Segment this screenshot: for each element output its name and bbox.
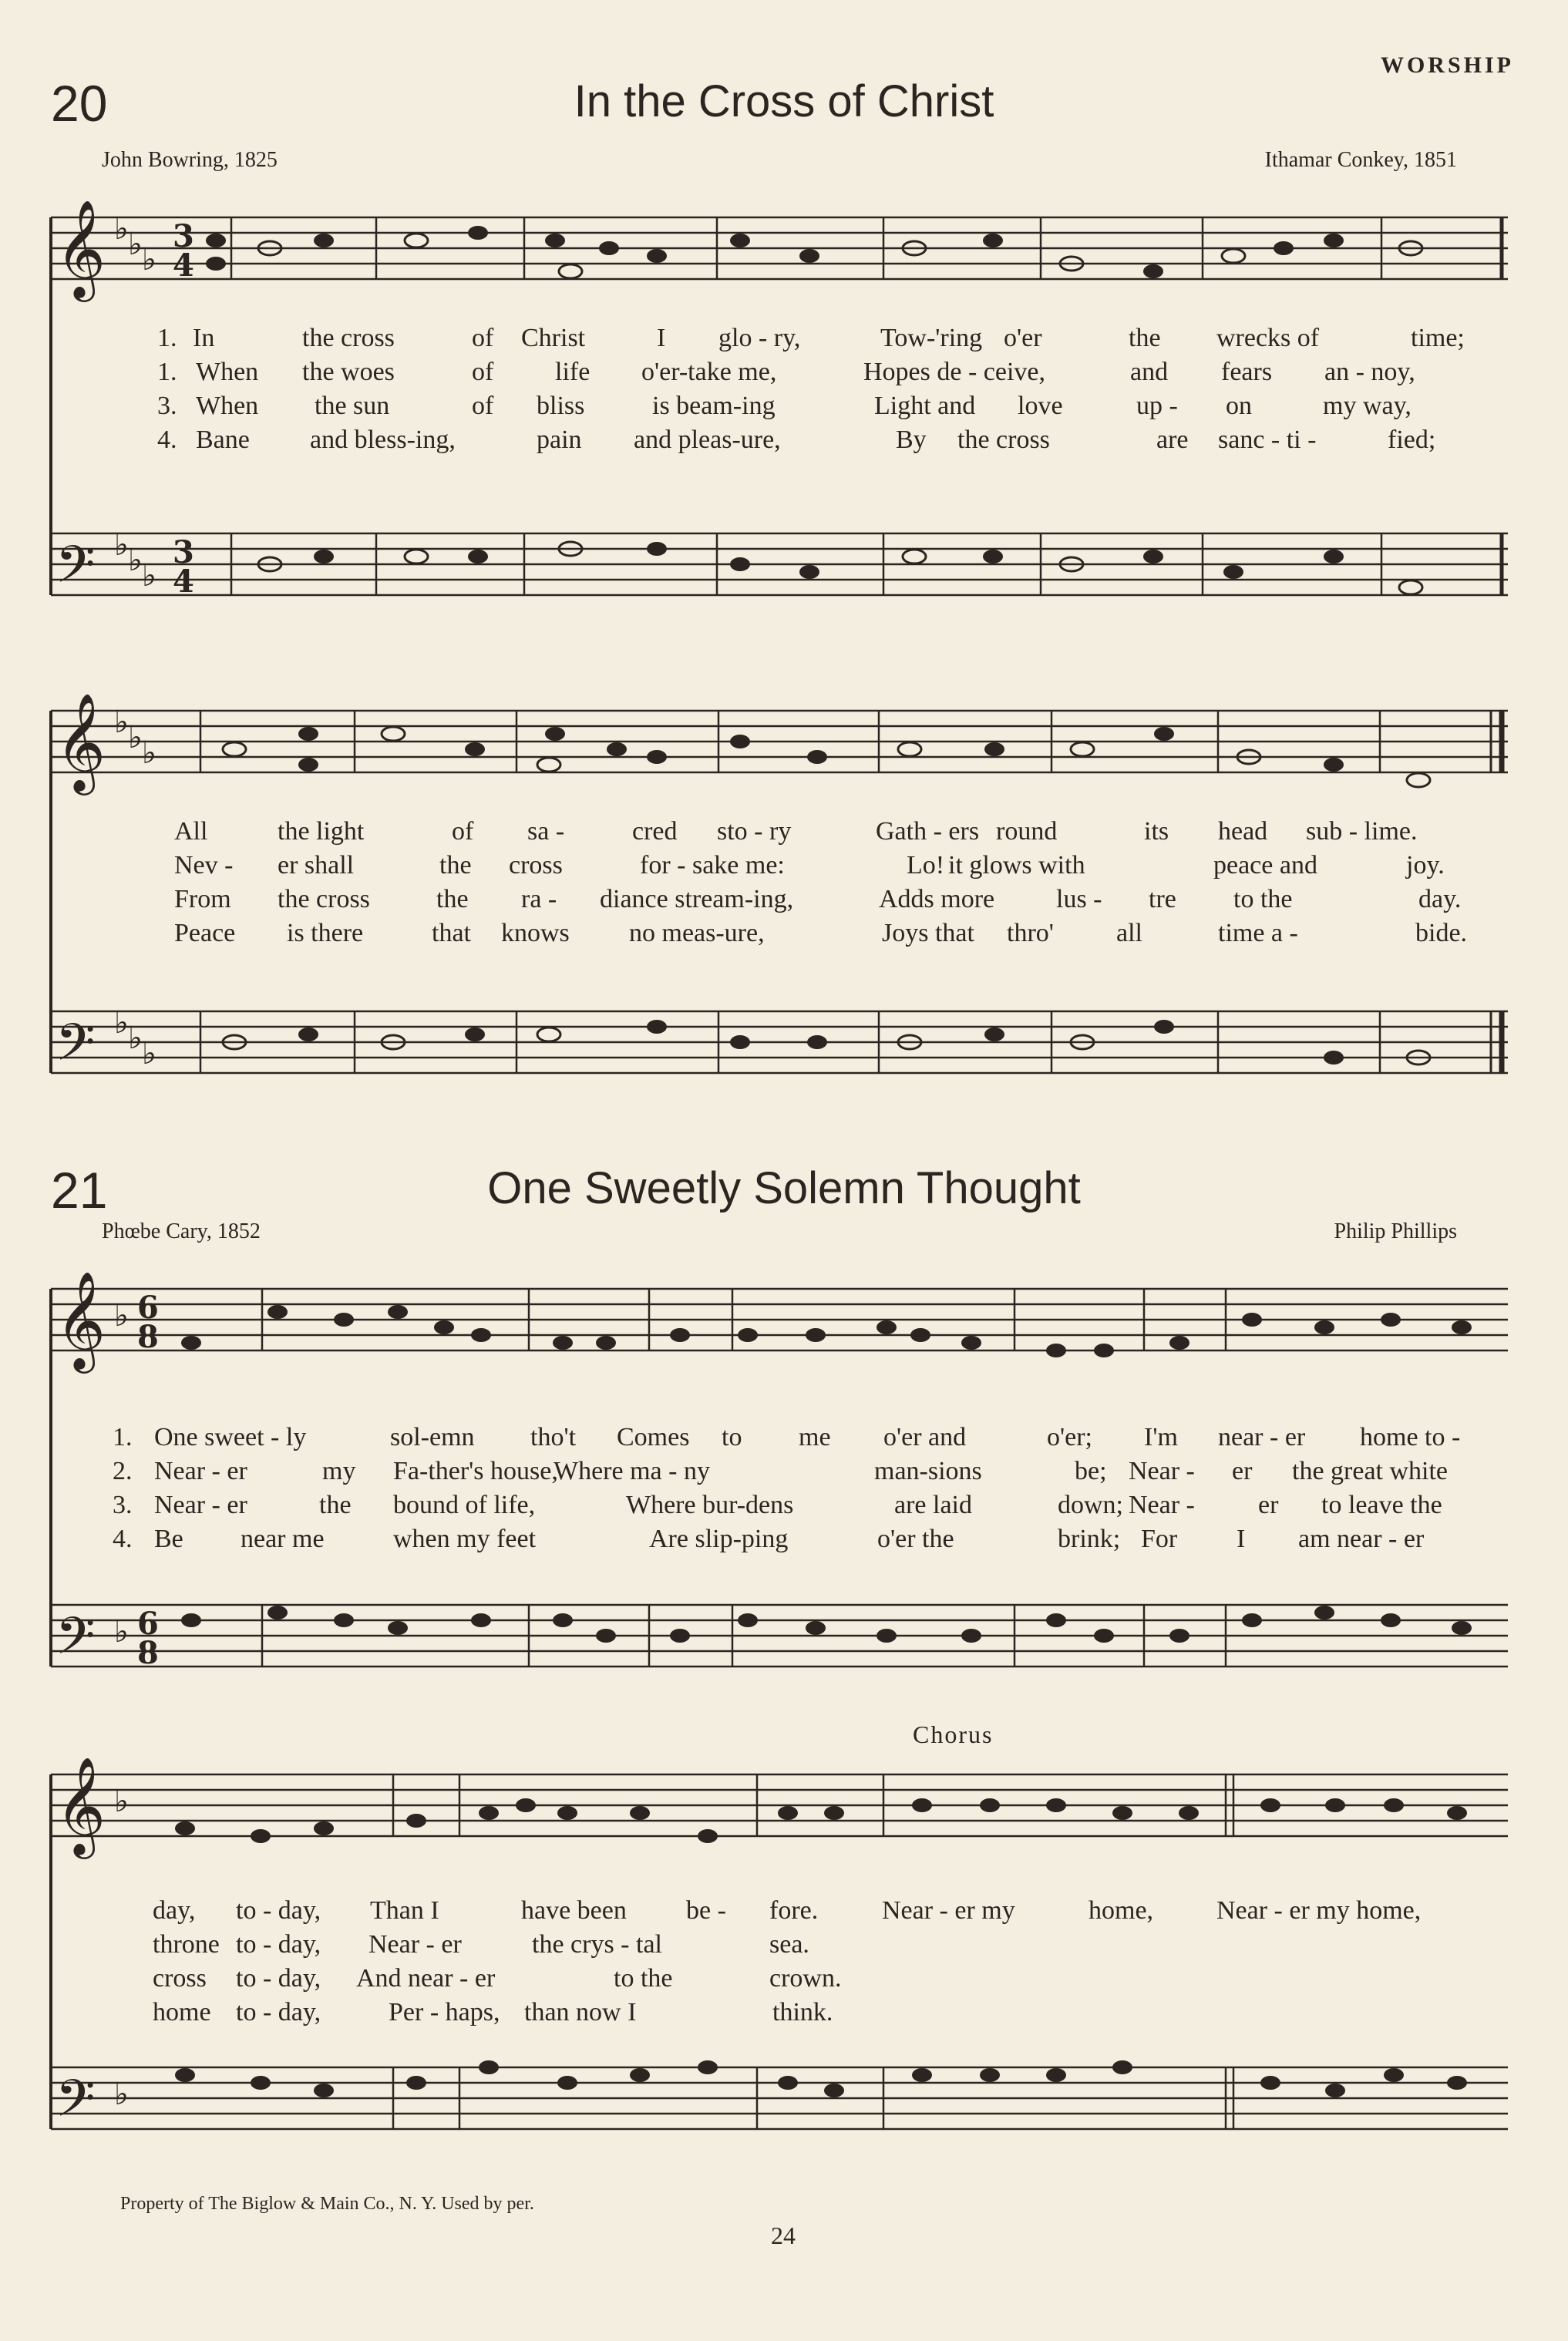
lyric: the cross: [278, 885, 370, 913]
lyric: day.: [1418, 885, 1462, 913]
lyric: all: [1116, 919, 1142, 947]
lyric: Near - er: [368, 1930, 462, 1959]
lyric: 2.: [113, 1457, 133, 1485]
lyric: to - day,: [236, 1964, 321, 1993]
verse-line-1: [0, 817, 1418, 851]
lyric: pain: [537, 425, 582, 454]
lyric: when my feet: [393, 1525, 537, 1553]
section-label: WORSHIP: [1380, 52, 1514, 78]
lyric: on: [1226, 392, 1252, 420]
lyric: and pleas-ure,: [634, 425, 781, 454]
lyric: joy.: [1406, 851, 1445, 880]
lyric: the great white: [1292, 1457, 1449, 1485]
svg-text:𝄢: 𝄢: [56, 1606, 96, 1678]
lyric: my: [322, 1457, 356, 1485]
lyric: me: [799, 1423, 831, 1451]
lyric: Near - er my: [882, 1896, 1015, 1925]
verse-line-2: [0, 851, 1445, 885]
lyric: bide.: [1415, 919, 1468, 947]
lyric: Fa-ther's house,: [393, 1457, 558, 1485]
lyric: For: [1141, 1525, 1178, 1553]
svg-text:♭: ♭: [114, 527, 129, 563]
lyric: wrecks of: [1216, 324, 1320, 352]
lyric: Near - er: [154, 1491, 247, 1519]
lyric: o'er;: [1047, 1423, 1092, 1451]
lyric: time a -: [1218, 919, 1298, 947]
svg-text:♭: ♭: [114, 1005, 129, 1041]
lyric: the: [1129, 324, 1161, 352]
svg-text:8: 8: [137, 1635, 159, 1671]
lyric: the: [319, 1491, 352, 1519]
lyric: I: [1237, 1525, 1246, 1553]
lyric: All: [174, 817, 208, 846]
lyric: o'er: [1004, 324, 1042, 352]
words-credit: John Bowring, 1825: [102, 148, 278, 172]
verse-line-3: [0, 1964, 842, 1998]
verse-line-3: [0, 885, 1462, 919]
lyric: the light: [278, 817, 365, 846]
lyric: Christ: [521, 324, 586, 352]
lyric: Hopes de - ceive,: [863, 358, 1046, 386]
lyric: Near - er my home,: [1216, 1896, 1422, 1925]
lyric: sanc - ti -: [1218, 425, 1317, 454]
lyric: When: [196, 392, 259, 420]
lyric: the woes: [302, 358, 395, 386]
lyric: and: [1130, 358, 1169, 386]
svg-text:6: 6: [137, 1606, 159, 1642]
lyric: Bane: [196, 425, 250, 454]
lyric: are: [1156, 425, 1189, 454]
lyric: to - day,: [236, 1896, 321, 1925]
lyric: lus -: [1056, 885, 1102, 913]
lyric: er: [1232, 1457, 1253, 1485]
lyric: an - noy,: [1324, 358, 1415, 386]
svg-text:♭: ♭: [114, 2077, 129, 2112]
lyric: crown.: [769, 1964, 842, 1993]
lyric: fied;: [1388, 425, 1436, 454]
svg-text:♭: ♭: [128, 227, 143, 262]
copyright-notice: Property of The Biglow & Main Co., N. Y. Used by per.: [120, 2194, 534, 2214]
page-number: 24: [771, 2222, 796, 2249]
lyric: sol-emn: [390, 1423, 475, 1451]
lyric: Near - er: [154, 1457, 247, 1485]
svg-text:♭: ♭: [114, 1298, 129, 1334]
verse-line-2: [0, 1457, 1449, 1491]
hymn-number: 20: [51, 75, 108, 132]
lyric: peace and: [1213, 851, 1317, 880]
lyric: Nev -: [174, 851, 234, 880]
lyric: life: [555, 358, 591, 386]
svg-text:4: 4: [173, 247, 194, 284]
lyric: is beam-ing: [652, 392, 776, 420]
lyric: my way,: [1323, 392, 1412, 420]
verse-line-3: [0, 392, 1412, 425]
lyric: Joys that: [882, 919, 974, 947]
lyric: In: [193, 324, 215, 352]
svg-text:♭: ♭: [114, 1784, 129, 1819]
lyric: sea.: [769, 1930, 809, 1959]
lyric: time;: [1411, 324, 1465, 352]
lyric: throne: [153, 1930, 220, 1959]
lyric: From: [174, 885, 231, 913]
lyric: When: [196, 358, 259, 386]
lyric: Near -: [1129, 1457, 1195, 1485]
lyric: sa -: [527, 817, 565, 846]
lyric: to the: [614, 1964, 673, 1993]
lyric: I: [657, 324, 666, 352]
lyric: the cross: [302, 324, 395, 352]
svg-text:4: 4: [173, 563, 194, 600]
verse-line-4: [0, 919, 1468, 953]
lyric: to the: [1233, 885, 1293, 913]
lyric: 1.: [113, 1423, 133, 1451]
lyric: er shall: [278, 851, 355, 880]
lyric: 3.: [113, 1491, 133, 1519]
lyric: the crys - tal: [532, 1930, 662, 1959]
lyric: o'er-take me,: [641, 358, 777, 386]
lyric: 3.: [157, 392, 177, 420]
lyric: 1.: [157, 324, 177, 352]
hymn-title: In the Cross of Christ: [574, 76, 994, 126]
lyric: Where ma - ny: [554, 1457, 710, 1485]
lyric: of: [452, 817, 474, 846]
svg-text:♭: ♭: [142, 1036, 156, 1071]
music-staff-hymn21-system1: [0, 1264, 1568, 1711]
hymn-title: One Sweetly Solemn Thought: [487, 1163, 1081, 1213]
lyric: down;: [1058, 1491, 1123, 1519]
lyric: am near - er: [1298, 1525, 1425, 1553]
lyric: for - sake me:: [640, 851, 785, 880]
lyric: than now I: [524, 1998, 637, 2027]
verse-line-3: [0, 1491, 1442, 1525]
lyric: fears: [1221, 358, 1273, 386]
verse-line-4: [0, 1998, 833, 2032]
lyric: Adds more: [879, 885, 995, 913]
lyric: home to -: [1360, 1423, 1461, 1451]
lyric: home,: [1089, 1896, 1154, 1925]
lyric: that: [432, 919, 471, 947]
lyric: Per - haps,: [389, 1998, 500, 2027]
lyric: have been: [521, 1896, 627, 1925]
lyric: knows: [501, 919, 570, 947]
lyric: sto - ry: [717, 817, 792, 846]
lyric: is there: [287, 919, 364, 947]
lyric: thro': [1007, 919, 1054, 947]
verse-line-4: [0, 1525, 1425, 1559]
svg-text:♭: ♭: [114, 1614, 129, 1650]
lyric: cross: [153, 1964, 207, 1993]
lyric: sub - lime.: [1306, 817, 1418, 846]
lyric: diance stream-ing,: [600, 885, 794, 913]
lyric: er: [1258, 1491, 1279, 1519]
lyric: cross: [509, 851, 563, 880]
svg-text:♭: ♭: [142, 558, 156, 594]
lyric: love: [1018, 392, 1063, 420]
lyric: tho't: [530, 1423, 577, 1451]
lyric: fore.: [769, 1896, 819, 1925]
svg-text:6: 6: [137, 1290, 159, 1326]
chorus-label: Chorus: [913, 1720, 994, 1748]
lyric: glo - ry,: [718, 324, 801, 352]
svg-text:𝄢: 𝄢: [56, 535, 96, 607]
verse-line-2: [0, 358, 1415, 392]
lyric: 4.: [113, 1525, 133, 1553]
lyric: Lo!: [907, 851, 945, 880]
lyric: the: [439, 851, 472, 880]
lyric: I'm: [1144, 1423, 1178, 1451]
lyric: brink;: [1058, 1525, 1121, 1553]
lyric: Tow-'ring: [880, 324, 983, 352]
svg-text:𝄢: 𝄢: [56, 1013, 96, 1085]
lyric: are laid: [894, 1491, 972, 1519]
lyric: Be: [154, 1525, 183, 1553]
lyric: o'er and: [883, 1423, 967, 1451]
lyric: bliss: [537, 392, 585, 420]
verse-line-1: [0, 324, 1465, 358]
lyric: 4.: [157, 425, 177, 454]
lyric: Gath - ers: [876, 817, 980, 846]
hymn-number: 21: [51, 1162, 108, 1219]
lyric: Peace: [174, 919, 236, 947]
lyric: By: [896, 425, 927, 454]
lyric: the sun: [315, 392, 390, 420]
svg-text:♭: ♭: [114, 705, 129, 740]
svg-text:♭: ♭: [128, 1021, 143, 1056]
lyric: cred: [632, 817, 678, 846]
lyric: day,: [153, 1896, 196, 1925]
lyric: of: [472, 324, 494, 352]
svg-text:𝄞: 𝄞: [56, 1756, 106, 1855]
svg-text:𝄞: 𝄞: [56, 692, 106, 791]
lyric: tre: [1149, 885, 1176, 913]
lyric: One sweet - ly: [154, 1423, 307, 1451]
svg-text:♭: ♭: [142, 242, 156, 277]
lyric: to leave the: [1321, 1491, 1442, 1519]
lyric: its: [1144, 817, 1169, 846]
lyric: to: [722, 1423, 742, 1451]
lyric: round: [996, 817, 1058, 846]
lyric: the: [436, 885, 469, 913]
lyric: And near - er: [356, 1964, 496, 1993]
lyric: of: [472, 358, 494, 386]
lyric: Light and: [874, 392, 976, 420]
lyric: man-sions: [874, 1457, 982, 1485]
svg-text:3: 3: [173, 218, 194, 254]
lyric: head: [1218, 817, 1268, 846]
lyric: Are slip-ping: [649, 1525, 789, 1553]
lyric: it glows with: [948, 851, 1085, 880]
lyric: 1.: [157, 358, 177, 386]
lyric: be;: [1075, 1457, 1107, 1485]
lyric: Where bur-dens: [626, 1491, 794, 1519]
lyric: no meas-ure,: [629, 919, 765, 947]
svg-text:8: 8: [137, 1319, 159, 1355]
lyric: home: [153, 1998, 211, 2027]
lyric: o'er the: [877, 1525, 954, 1553]
lyric: near - er: [1218, 1423, 1306, 1451]
lyric: near me: [241, 1525, 325, 1553]
lyric: Near -: [1129, 1491, 1195, 1519]
verse-line-1: [0, 1896, 1422, 1930]
lyric: and bless-ing,: [310, 425, 456, 454]
svg-text:𝄞: 𝄞: [56, 199, 106, 298]
lyric: be -: [686, 1896, 726, 1925]
lyric: think.: [772, 1998, 833, 2027]
lyric: to - day,: [236, 1998, 321, 2027]
svg-text:♭: ♭: [128, 720, 143, 755]
svg-text:3: 3: [173, 534, 194, 570]
lyric: up -: [1136, 392, 1178, 420]
svg-text:𝄢: 𝄢: [56, 2069, 96, 2141]
music-credit: Ithamar Conkey, 1851: [1264, 148, 1457, 172]
svg-text:♭: ♭: [114, 211, 129, 247]
svg-text:𝄞: 𝄞: [56, 1270, 106, 1369]
words-credit: Phœbe Cary, 1852: [102, 1219, 261, 1243]
lyric: the cross: [957, 425, 1050, 454]
lyric: Than I: [370, 1896, 439, 1925]
svg-text:♭: ♭: [128, 543, 143, 578]
svg-text:♭: ♭: [142, 735, 156, 771]
verse-line-2: [0, 1930, 809, 1964]
lyric: Comes: [617, 1423, 690, 1451]
lyric: bound of life,: [393, 1491, 536, 1519]
music-staff-hymn20-system1: [0, 193, 1568, 655]
lyric: to - day,: [236, 1930, 321, 1959]
lyric: of: [472, 392, 494, 420]
lyric: ra -: [521, 885, 557, 913]
verse-line-1: [0, 1423, 1461, 1457]
verse-line-4: [0, 425, 1436, 459]
music-credit: Philip Phillips: [1334, 1219, 1457, 1243]
